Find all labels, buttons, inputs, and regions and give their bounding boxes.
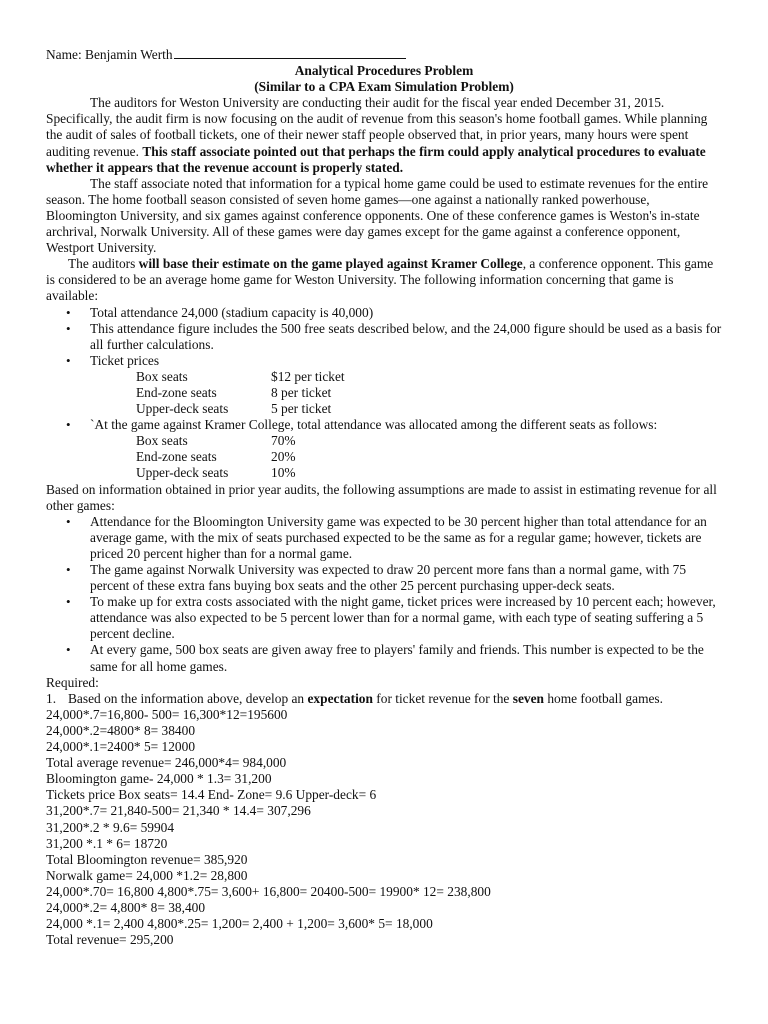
calc-line: 31,200 *.1 * 6= 18720 [46,835,168,851]
allocation-table [136,433,722,481]
price-seat: Upper-deck seats [136,401,229,417]
price-seat: End-zone seats [136,384,217,400]
intro-p1-bold: This staff associate pointed out that perhaps the firm could apply analytical procedures to evaluate whether it appears that the revenue account is properly stated. [46,143,706,175]
price-value: $12 per ticket [271,368,345,384]
list-item: • Total attendance 24,000 (stadium capacity is 40,000) [90,305,722,321]
table-row [136,433,722,449]
question-number: 1. [46,690,57,706]
list-item: • To make up for extra costs associated with the night game, ticket prices were increased by 10 percent each; however, attendance was also expected to be 5 percent lower than for a normal game, with each type of seating suffering a 5 percent decline. [90,594,722,642]
calc-line: 24,000*.70= 16,800 4,800*.75= 3,600+ 16,800= 20400-500= 19900* 12= 238,800 [46,883,491,899]
calculations [46,707,722,948]
game-info-list [46,305,722,369]
list-item: • `At the game against Kramer College, total attendance was allocated among the different seats as follows: [90,417,722,433]
list-item: • The game against Norwalk University was expected to draw 20 percent more fans than a normal game, with 75 percent of these extra fans buying box seats and the other 25 percent purchasing upper-deck seats. [90,562,722,594]
calc-line: Bloomington game- 24,000 * 1.3= 31,200 [46,771,272,787]
ticket-price-table [136,369,722,417]
ticket-prices-label: Ticket prices [90,352,160,368]
intro-paragraph-2: The staff associate noted that information for a typical home game could be used to estimate revenues for the entire season. The home football season consisted of seven home games—one against a nationally ranked powerhouse, Bloomington University, and six games against conference opponents. One of these conference games is Weston's in-state archrival, Norwalk University. All of these games were day games except for the game against a conference opponent, Westport University. [46,175,709,256]
allocation-seat: Upper-deck seats [136,465,229,481]
allocation-seat: Box seats [136,433,188,449]
table-row [136,401,722,417]
intro-paragraph-1 [46,95,722,175]
calc-line: 24,000*.2=4800* 8= 38400 [46,722,196,738]
assumptions-lead: Based on information obtained in prior year audits, the following assumptions are made to assist in estimating revenue for all other games: [46,481,717,513]
calc-line: Total average revenue= 246,000*4= 984,000 [46,755,287,771]
allocation-seat: End-zone seats [136,449,217,465]
question-bold-seven: seven [512,690,544,706]
intro-p1-text: The auditors for Weston University are conducting their audit for the fiscal year ended December 31, 2015. Specifically, the audit firm is now focusing on the audit of revenue from this season's home football games. While planning the audit of sales of football tickets, one of their newer staff people observed that, in prior years, many hours were spent auditing revenue. [46,95,708,159]
allocation-value: 70% [271,433,296,449]
list-item: • At every game, 500 box seats are given away free to players' family and friends. This number is expected to be the same for all home games. [90,642,722,674]
calc-line: 31,200*.2 * 9.6= 59904 [46,819,175,835]
calc-line: 24,000*.2= 4,800* 8= 38,400 [46,899,206,915]
intro-p3-bold: will base their estimate on the game played against Kramer College [138,256,523,272]
document-title: Analytical Procedures Problem [294,63,474,79]
price-value: 8 per ticket [271,384,332,400]
price-value: 5 per ticket [271,401,332,417]
calc-line: Norwalk game= 24,000 *1.2= 28,800 [46,867,248,883]
table-row [136,385,722,401]
intro-p3-text-b: , a conference opponent. This game is considered to be an average home game for Weston University. The following information concerning that game is available: [46,256,714,304]
intro-p3-text-a: The auditors [68,256,139,272]
document-subtitle: (Similar to a CPA Exam Simulation Problem) [254,79,514,95]
question-bold-expectation: expectation [307,690,373,706]
table-row [136,465,722,481]
calc-line: Total revenue= 295,200 [46,932,174,948]
calc-line: Total Bloomington revenue= 385,920 [46,851,248,867]
assumptions-list [46,514,722,675]
allocation-value: 20% [271,449,296,465]
required-label: Required: [46,674,99,690]
intro-paragraph-3 [46,256,722,304]
question-text-b: for ticket revenue for the [372,690,513,706]
calc-line: 24,000*.7=16,800- 500= 16,300*12=195600 [46,706,288,722]
table-row [136,369,722,385]
question-text-c: home football games. [543,690,663,706]
calc-line: 24,000*.1=2400* 5= 12000 [46,739,196,755]
calc-line: 24,000 *.1= 2,400 4,800*.25= 1,200= 2,400 + 1,200= 3,600* 5= 18,000 [46,916,433,932]
calc-line: 31,200*.7= 21,840-500= 21,340 * 14.4= 307,296 [46,803,311,819]
allocation-value: 10% [271,465,296,481]
question-text-a: Based on the information above, develop an [68,690,308,706]
allocation-list [46,417,722,433]
price-seat: Box seats [136,368,188,384]
name-underline [174,46,406,59]
name-line [46,46,722,63]
list-item: • Attendance for the Bloomington University game was expected to be 30 percent higher than total attendance for an average game, with the mix of seats purchased expected to be the same as for a regular game; however, tickets are priced 20 percent higher than for a normal game. [90,514,722,562]
required-question [46,691,722,707]
list-item [90,353,722,369]
student-name: Name: Benjamin Werth [46,47,173,62]
list-item: • This attendance figure includes the 500 free seats described below, and the 24,000 figure should be used as a basis for all further calculations. [90,321,722,353]
calc-line: Tickets price Box seats= 14.4 End- Zone= 9.6 Upper-deck= 6 [46,787,377,803]
table-row [136,449,722,465]
